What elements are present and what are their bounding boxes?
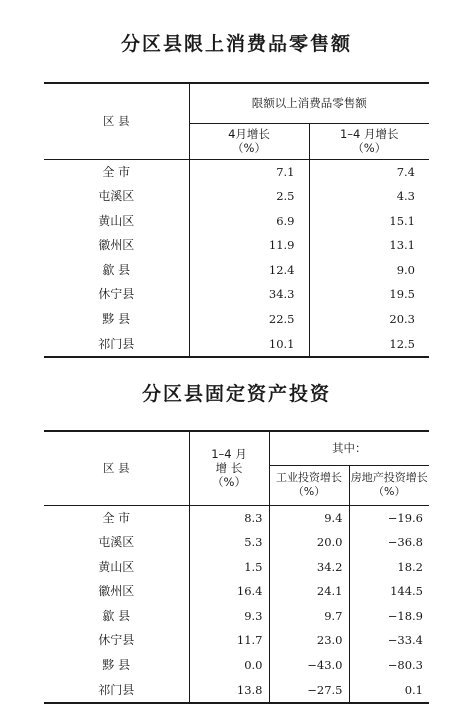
region-name-cell: 黄山区 (98, 213, 135, 228)
value-cell: 15.1 (309, 209, 429, 234)
value-cell: 12.5 (309, 332, 429, 358)
retail-table-title: 分区县限上消费品零售额 (120, 33, 352, 55)
value-cell: 0.1 (349, 678, 429, 704)
value-cell: 6.9 (189, 209, 309, 234)
table-row (44, 678, 429, 704)
region-column-header: 区 县 (102, 114, 130, 129)
table-row (44, 209, 429, 234)
region-name-cell: 祁门县 (98, 682, 135, 697)
value-cell: 24.1 (269, 579, 349, 604)
value-cell: −36.8 (349, 530, 429, 555)
region-name-cell: 歙 县 (102, 608, 131, 623)
value-cell: 34.2 (269, 555, 349, 580)
value-cell: 13.8 (189, 678, 269, 704)
value-cell: 8.3 (189, 505, 269, 530)
table-row (44, 530, 429, 555)
table-row (44, 184, 429, 209)
value-cell: 10.1 (189, 332, 309, 358)
value-cell: −43.0 (269, 653, 349, 678)
value-cell: 144.5 (349, 579, 429, 604)
jan-apr-growth-header: 1–4 月增长 （%） (309, 123, 429, 159)
value-cell: 20.0 (269, 530, 349, 555)
region-name-cell: 黟 县 (102, 312, 131, 327)
region-name-cell: 休宁县 (98, 287, 135, 302)
retail-sales-table (44, 82, 429, 358)
value-cell: 9.3 (189, 604, 269, 629)
april-growth-header: 4月增长 （%） (189, 123, 309, 159)
value-cell: 2.5 (189, 184, 309, 209)
jan-apr-growth-header: 1–4 月 增 长 （%） (189, 431, 269, 505)
table-row (44, 159, 429, 184)
table-row (44, 604, 429, 629)
value-cell: 20.3 (309, 307, 429, 332)
value-cell: 11.7 (189, 628, 269, 653)
value-cell: 7.4 (309, 159, 429, 184)
region-name-cell: 祁门县 (98, 336, 135, 351)
region-name-cell: 黟 县 (102, 658, 131, 673)
value-cell: 19.5 (309, 282, 429, 307)
table-row (44, 555, 429, 580)
value-cell: 22.5 (189, 307, 309, 332)
table-row (44, 628, 429, 653)
value-cell: −18.9 (349, 604, 429, 629)
value-cell: 4.3 (309, 184, 429, 209)
value-cell: 13.1 (309, 233, 429, 258)
value-cell: 12.4 (189, 258, 309, 283)
value-cell: −80.3 (349, 653, 429, 678)
real-estate-investment-header: 房地产投资增长 （%） (349, 465, 429, 505)
value-cell: 23.0 (269, 628, 349, 653)
table-row (44, 505, 429, 530)
value-cell: 11.9 (189, 233, 309, 258)
value-cell: 18.2 (349, 555, 429, 580)
region-name-cell: 歙 县 (102, 262, 131, 277)
value-cell: 5.3 (189, 530, 269, 555)
region-name-cell: 徽州区 (98, 584, 135, 599)
region-name-cell: 休宁县 (98, 633, 135, 648)
table-row (44, 307, 429, 332)
table-row (44, 233, 429, 258)
value-cell: −27.5 (269, 678, 349, 704)
investment-table (44, 430, 429, 704)
value-cell: 16.4 (189, 579, 269, 604)
industrial-investment-header: 工业投资增长 （%） (269, 465, 349, 505)
region-column-header: 区 县 (102, 461, 130, 476)
table-row (44, 332, 429, 358)
table-row (44, 282, 429, 307)
region-name-cell: 黄山区 (98, 559, 135, 574)
value-cell: 7.1 (189, 159, 309, 184)
region-name-cell: 全 市 (102, 510, 131, 525)
table-row (44, 653, 429, 678)
value-cell: −33.4 (349, 628, 429, 653)
investment-table-title: 分区县固定资产投资 (141, 383, 331, 405)
table-row (44, 579, 429, 604)
investment-group-header: 其中： (269, 431, 429, 465)
table-row (44, 258, 429, 283)
value-cell: 9.4 (269, 505, 349, 530)
retail-group-header: 限额以上消费品零售额 (189, 83, 429, 123)
region-name-cell: 徽州区 (98, 238, 135, 253)
value-cell: −19.6 (349, 505, 429, 530)
region-name-cell: 全 市 (102, 164, 131, 179)
region-name-cell: 屯溪区 (98, 189, 135, 204)
value-cell: 9.7 (269, 604, 349, 629)
value-cell: 9.0 (309, 258, 429, 283)
region-name-cell: 屯溪区 (98, 535, 135, 550)
value-cell: 34.3 (189, 282, 309, 307)
value-cell: 0.0 (189, 653, 269, 678)
value-cell: 1.5 (189, 555, 269, 580)
